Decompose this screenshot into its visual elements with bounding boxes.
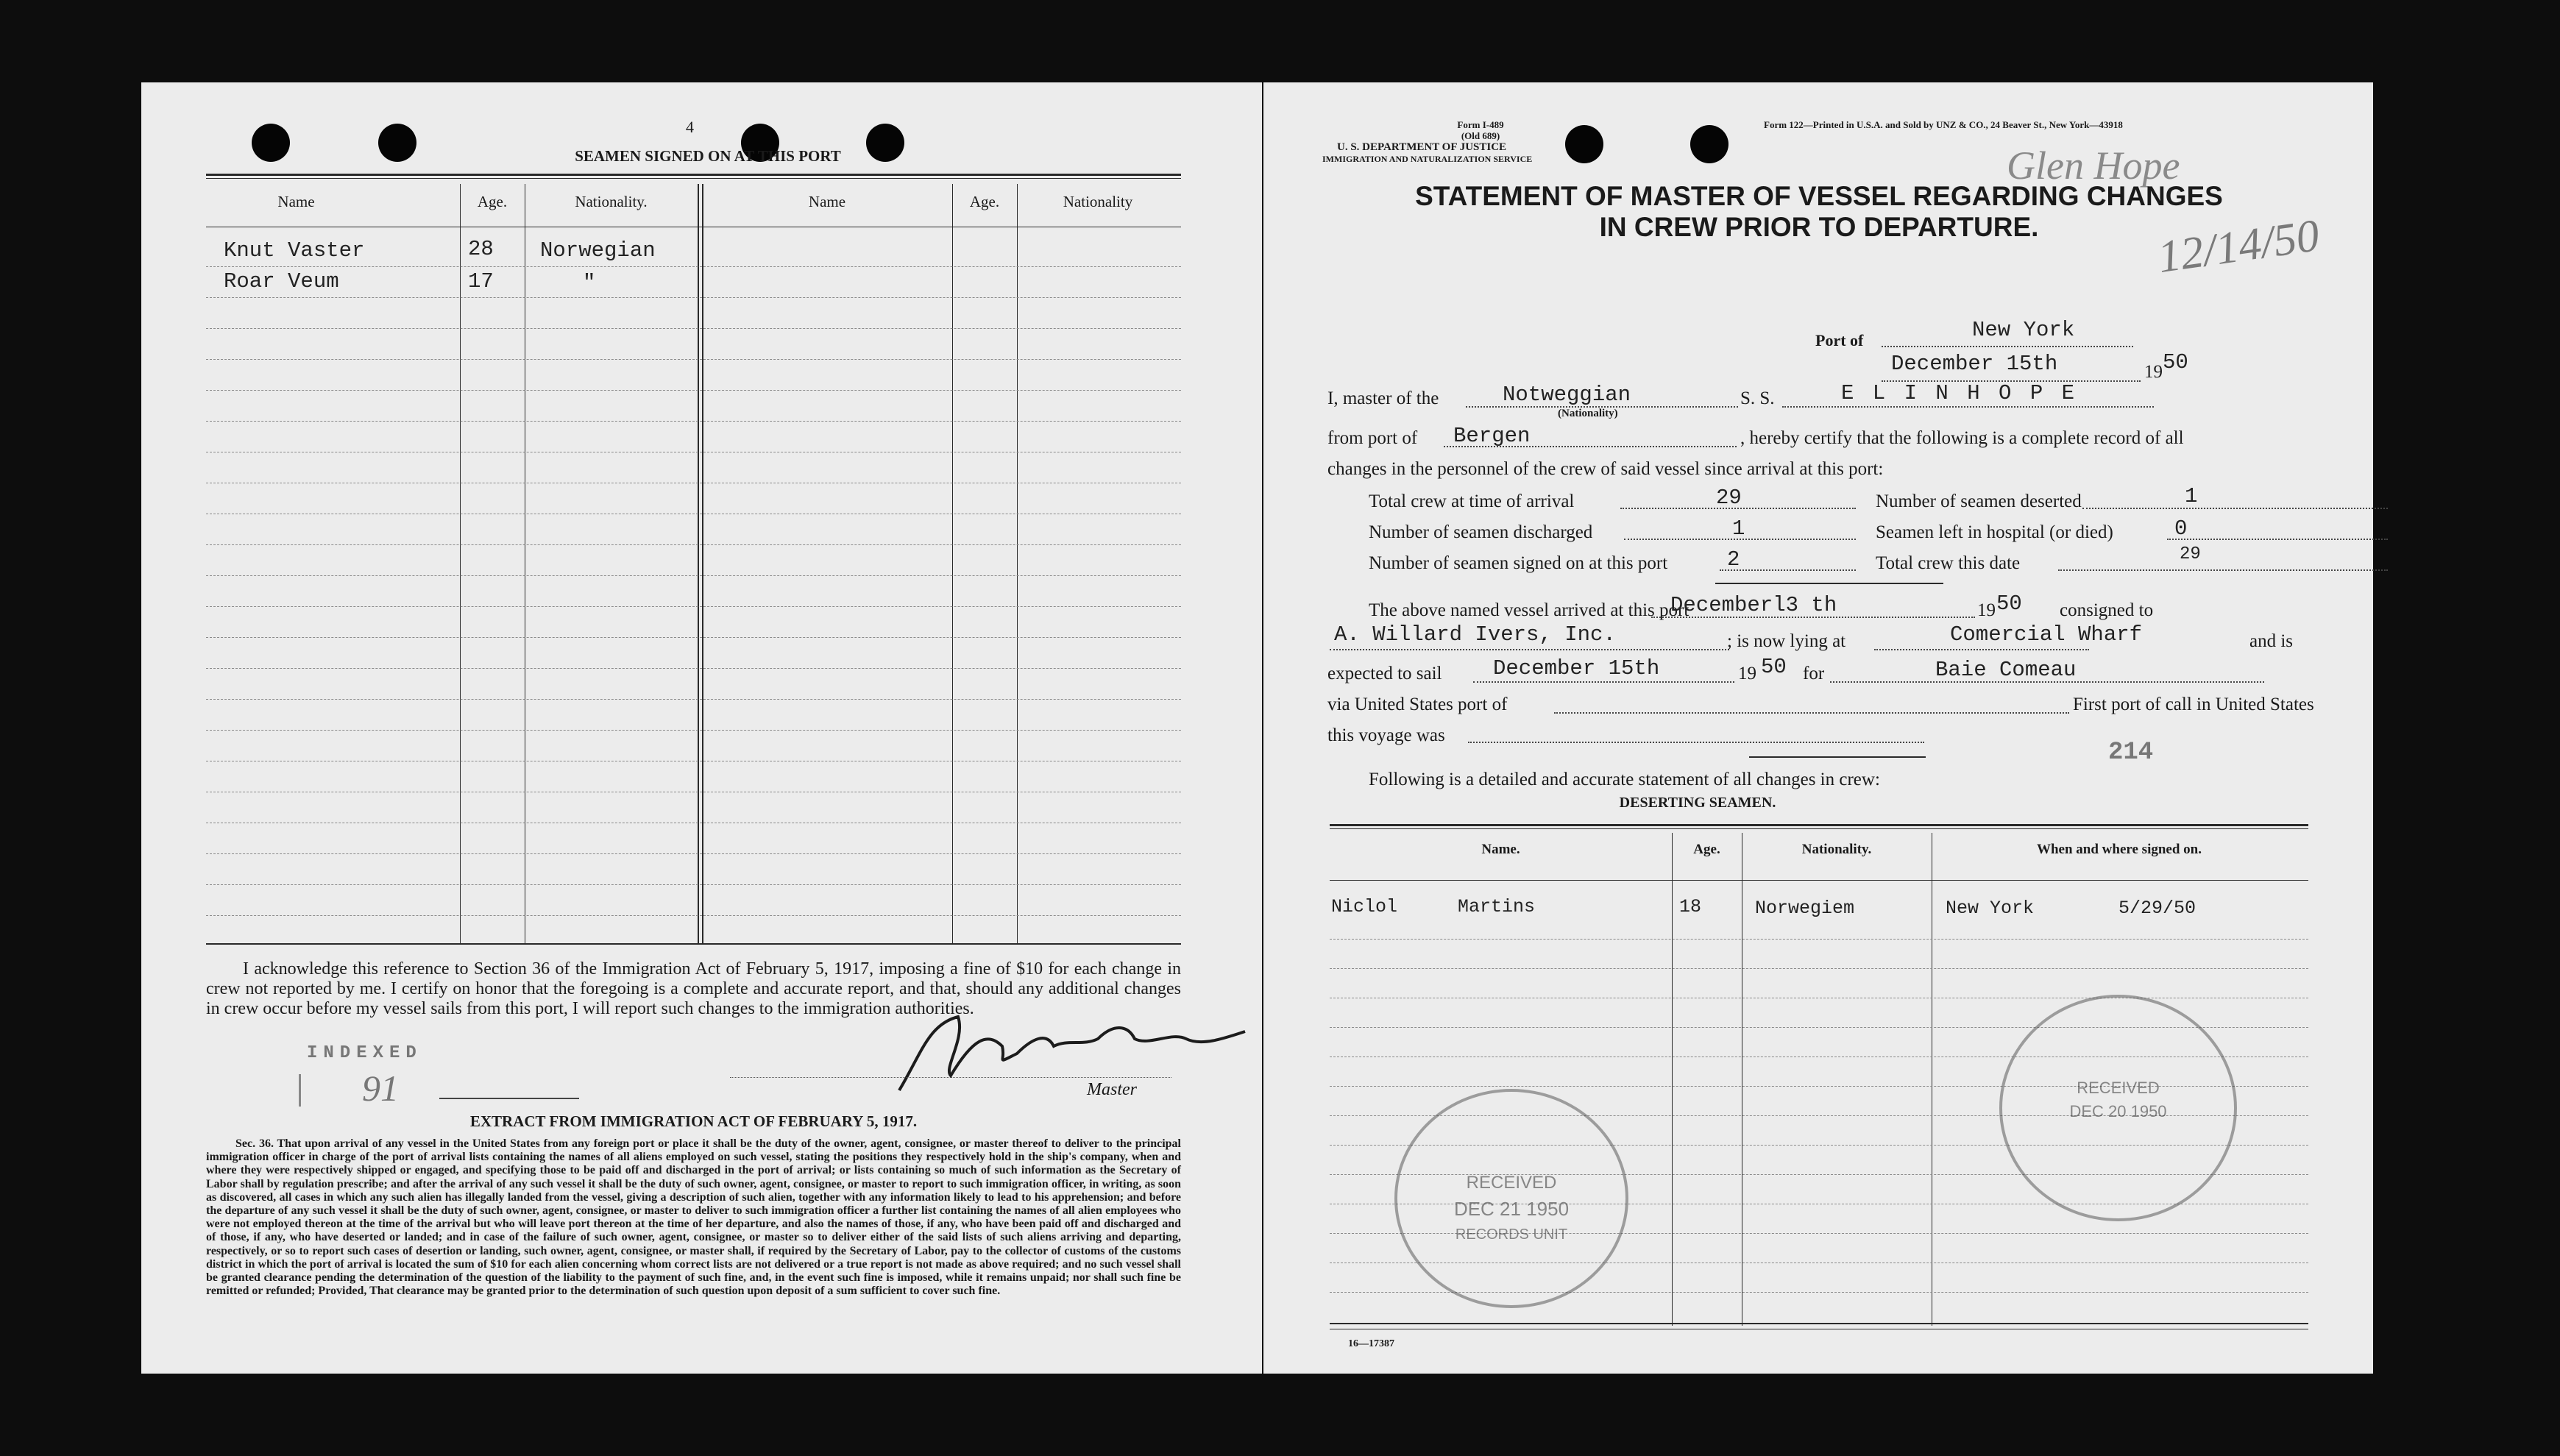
port-value: New York	[1972, 318, 2075, 342]
nationality-caption: (Nationality)	[1558, 408, 1618, 419]
deserter-date: 5/29/50	[2118, 898, 2196, 919]
date-year-prefix: 19	[2144, 362, 2163, 382]
via-label: via United States port of	[1327, 695, 1508, 714]
arrived-year-prefix: 19	[1977, 600, 1996, 620]
seaman-name: Knut Vaster	[224, 238, 365, 263]
vessel-name: E L I N H O P E	[1841, 381, 2078, 405]
desert-header-name: Name.	[1481, 842, 1520, 857]
seaman-nationality: Norwegian	[540, 238, 656, 263]
punch-hole-icon	[252, 124, 290, 162]
desert-header-when: When and where signed on.	[2036, 842, 2202, 857]
deserter-first-name: Niclol	[1331, 896, 1398, 917]
seaman-age: 17	[468, 269, 494, 294]
certify-text: , hereby certify that the following is a complete record of all	[1740, 428, 2184, 448]
header-name: Name	[277, 193, 315, 210]
following-text: Following is a detailed and accurate statement of all changes in crew:	[1369, 770, 1880, 789]
expected-label: expected to sail	[1327, 664, 1442, 683]
signed-on-value: 2	[1727, 547, 1740, 572]
master-prefix: I, master of the	[1327, 388, 1439, 408]
sail-year: 50	[1761, 655, 1787, 679]
seaman-name: Roar Veum	[224, 269, 339, 294]
header-age: Age.	[477, 193, 508, 210]
signed-on-label: Number of seamen signed on at this port	[1369, 553, 1668, 573]
department: U. S. DEPARTMENT OF JUSTICE	[1337, 141, 1507, 153]
form-title-1: STATEMENT OF MASTER OF VESSEL REGARDING CHANGES	[1415, 181, 2223, 211]
for-label: for	[1803, 664, 1825, 683]
page-number: 4	[686, 118, 694, 136]
voyage-label: this voyage was	[1327, 725, 1445, 745]
punch-hole-icon	[1565, 125, 1603, 163]
printer-note: Form 122—Printed in U.S.A. and Sold by UNZ & CO., 24 Beaver St., New York—43918	[1764, 119, 2123, 130]
hospital-value: 0	[2174, 516, 2188, 541]
form-number: Form I-489	[1457, 119, 1504, 130]
form-footer: 16—17387	[1348, 1338, 1394, 1349]
handwritten-ship: Glen Hope	[2007, 143, 2180, 188]
deserting-title: DESERTING SEAMEN.	[1619, 795, 1776, 811]
total-date-label: Total crew this date	[1876, 553, 2021, 573]
punch-hole-icon	[1690, 125, 1728, 163]
punch-hole-icon	[378, 124, 416, 162]
deserter-last-name: Martins	[1458, 896, 1536, 917]
header-name-2: Name	[808, 193, 846, 210]
arrived-date: Decemberl3 th	[1670, 593, 1837, 617]
nationality-value: Notweggian	[1503, 383, 1631, 407]
master-signature	[877, 995, 1260, 1105]
form-title-2: IN CREW PRIOR TO DEPARTURE.	[1599, 212, 2039, 242]
header-age-2: Age.	[969, 193, 1000, 210]
total-arrival-label: Total crew at time of arrival	[1369, 491, 1575, 511]
received-stamp-2: RECEIVED DEC 20 1950	[1999, 995, 2237, 1221]
consigned-label: consigned to	[2060, 600, 2154, 620]
destination: Baie Comeau	[1935, 658, 2077, 682]
deserter-nationality: Norwegiem	[1755, 898, 1855, 919]
arrived-year: 50	[1996, 592, 2022, 616]
total-date-value: 29	[2180, 544, 2201, 564]
extract-title: EXTRACT FROM IMMIGRATION ACT OF FEBRUARY 5, 1917.	[469, 1112, 918, 1130]
service: IMMIGRATION AND NATURALIZATION SERVICE	[1322, 154, 1533, 164]
deserter-age: 18	[1679, 896, 1702, 917]
first-port-label: First port of call in United States	[2073, 695, 2314, 714]
ss-label: S. S.	[1740, 388, 1775, 408]
certify-text-2: changes in the personnel of the crew of said vessel since arrival at this port:	[1327, 459, 1884, 479]
discharged-value: 1	[1732, 516, 1745, 541]
total-arrival-value: 29	[1716, 486, 1742, 510]
extract-text: Sec. 36. That upon arrival of any vessel in the United States from any foreign port or place it shall be the duty of the owner, agent, consignee, or master thereof to deliver to the principal immigration officer in charge of the port of arrival lists containing the names of all aliens employed on such vessel, stating the positions they respectively hold in the ship's company, when and where they were respectively shipped or engaged, and specifying those to be paid off and discharged in the port of arrival; or lists containing so much of such information as the Secretary of Labor shall by regulation prescribe; and after the arrival of any such vessel it shall be the duty of such owner, agent, consignee, or master to report to such immigration officer, in writing, as soon as discovered, all cases in which any such alien has illegally landed from the vessel, giving a description of such alien, together with any information likely to lead to his apprehension; and before the departure of any such vessel it shall be the duty of such owner, agent, consignee, or master to deliver to such immigration officer a further list containing the names of all alien employees who were not employed thereon at the time of the arrival but who will leave port thereon at the time of her departure, and also the names of those, if any, who have been paid off and discharged and of those, if any, who have deserted or landed; and in case of the failure of such owner, agent, consignee, or master so to deliver either of the said lists of such aliens arriving and departing, respectively, or so to report such cases of desertion or landing, such owner, agent, consignee, or master shall, if required by the Secretary of Labor, pay to the collector of customs of the customs district in which the port of arrival is located the sum of $10 for each alien concerning whom correct lists are not delivered or a true report is not made as above required; and no such vessel shall be granted clearance pending the determination of the question of the liability to the payment of such fine, and, in the event such fine is imposed, while it remains unpaid; nor shall such fine be remitted or refunded; Provided, That clearance may be granted prior to the determination of such question upon deposit of a sum sufficient to cover such fine.	[206, 1137, 1181, 1298]
deserted-value: 1	[2185, 484, 2198, 508]
from-port-value: Bergen	[1453, 424, 1531, 448]
consignee: A. Willard Ivers, Inc.	[1334, 622, 1616, 647]
indexed-number: 91	[362, 1068, 399, 1109]
deserter-place: New York	[1946, 898, 2035, 919]
date-value: December 15th	[1891, 352, 2058, 376]
seaman-age: 28	[468, 237, 494, 261]
lying-label: ; is now lying at	[1727, 631, 1846, 651]
section-title: SEAMEN SIGNED ON AT THIS PORT	[575, 147, 841, 165]
from-port-label: from port of	[1327, 428, 1418, 448]
wharf: Comercial Wharf	[1950, 622, 2143, 647]
and-is: and is	[2249, 631, 2294, 651]
desert-header-age: Age.	[1693, 842, 1720, 857]
handwritten-date: 12/14/50	[2155, 210, 2323, 283]
date-year: 50	[2163, 350, 2188, 374]
left-page	[141, 82, 1262, 1374]
hospital-label: Seamen left in hospital (or died)	[1876, 522, 2113, 542]
acknowledgment-text: I acknowledge this reference to Section 36 of the Immigration Act of February 5, 1917, imposing a fine of $10 for each change in crew not reported by me. I certify on honor that the foregoing is a complete and accurate report, and that, should any additional changes in crew occur before my vessel sails from this port, I will report such changes to the immigration authorities.	[206, 959, 1181, 1018]
header-nationality: Nationality.	[575, 193, 648, 210]
arrived-label: The above named vessel arrived at this port	[1369, 600, 1689, 620]
master-label: Master	[1087, 1080, 1137, 1099]
sail-date: December 15th	[1493, 656, 1660, 681]
discharged-label: Number of seamen discharged	[1369, 522, 1593, 542]
received-stamp: RECEIVED DEC 21 1950 RECORDS UNIT	[1394, 1089, 1628, 1308]
header-nationality-2: Nationality	[1063, 193, 1133, 210]
port-label: Port of	[1815, 331, 1864, 349]
form-old: (Old 689)	[1461, 130, 1500, 141]
desert-header-nationality: Nationality.	[1801, 842, 1872, 857]
sail-year-prefix: 19	[1738, 664, 1756, 683]
voyage-number: 214	[2108, 739, 2154, 767]
indexed-stamp: INDEXED	[307, 1043, 422, 1063]
seaman-nationality: "	[583, 271, 596, 295]
right-page	[1263, 82, 2373, 1374]
deserted-label: Number of seamen deserted	[1876, 491, 2082, 511]
